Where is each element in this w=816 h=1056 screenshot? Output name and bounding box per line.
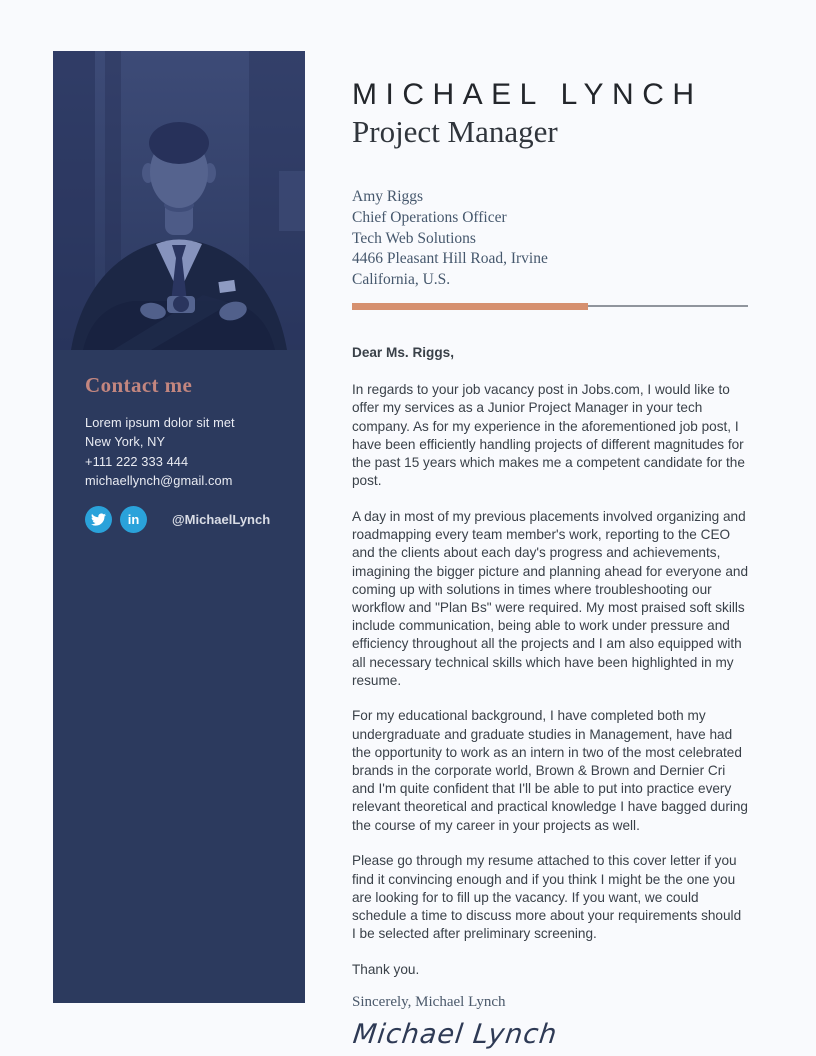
paragraph-3: For my educational background, I have completed both my undergraduate and graduate studies in Management, have had the opportunity to work as an intern in two of the most celebrated brands in the corporate world, Brown & Brown and Dernier Cri and I'm quite confident that I'll be able to put into practice every relevant theoretical and practical knowledge I have bagged during the course of my career in your projects as well. [352,708,748,833]
profile-photo [53,51,305,350]
contact-section [85,373,283,533]
thank-you: Thank you. [352,961,420,977]
divider-accent-bar [352,303,588,310]
paragraph-4: Please go through my resume attached to this cover letter if you find it convincing enough and if you think I might be the one you are looking for to fill up the vacancy. If you want, we could schedule a time to discuss more about your requirements should I be selected after preliminary screening. [352,853,742,942]
recipient-block [352,187,548,291]
sidebar [53,51,305,1003]
contact-city: New York, NY [85,434,166,450]
section-divider [352,302,748,310]
social-row [85,506,283,533]
contact-lines [85,413,283,490]
signature: Michael Lynch [351,1019,560,1051]
contact-email[interactable]: michaellynch@gmail.com [85,472,233,488]
applicant-title: Project Manager [352,114,558,149]
recipient-location: California, U.S. [352,271,451,289]
linkedin-icon[interactable]: in [120,506,147,533]
contact-heading: Contact me [85,373,193,397]
recipient-name: Amy Riggs [352,188,424,205]
recipient-company: Tech Web Solutions [352,229,476,247]
greeting: Dear Ms. Riggs, [352,345,454,360]
recipient-street: 4466 Pleasant Hill Road, Irvine [352,250,548,268]
letter-body [351,344,749,1051]
closing-line: Sincerely, Michael Lynch [352,994,506,1011]
applicant-name: MICHAEL LYNCH [352,78,703,111]
paragraph-2: A day in most of my previous placements involved organizing and roadmapping every team member's work, reporting to the CEO and the clients about each day's progress and achievements, imagining the bigger picture and planning ahead for everyone and coming up with solutions in times where troubleshooting our workflow and "Plan Bs" were required. My most praised soft skills include communication, being able to work under pressure and efficiency throughout all the projects and I am also equipped with all necessary technical skills which have been highlighted in my resume. [352,508,749,688]
twitter-icon[interactable] [85,506,112,533]
recipient-role: Chief Operations Officer [352,208,507,226]
divider-thin-line [588,305,748,307]
contact-note: Lorem ipsum dolor sit met [85,415,235,430]
social-handle: @MichaelLynch [172,512,271,528]
contact-phone: +111 222 333 444 [85,453,189,469]
paragraph-1: In regards to your job vacancy post in Jobs.com, I would like to offer my services as a Junior Project Manager in your tech company. As for my experience in the aforementioned job post, I have been efficiently handling projects of different magnitudes for the past 15 years which makes me a competent candidate for the post. [352,382,745,489]
